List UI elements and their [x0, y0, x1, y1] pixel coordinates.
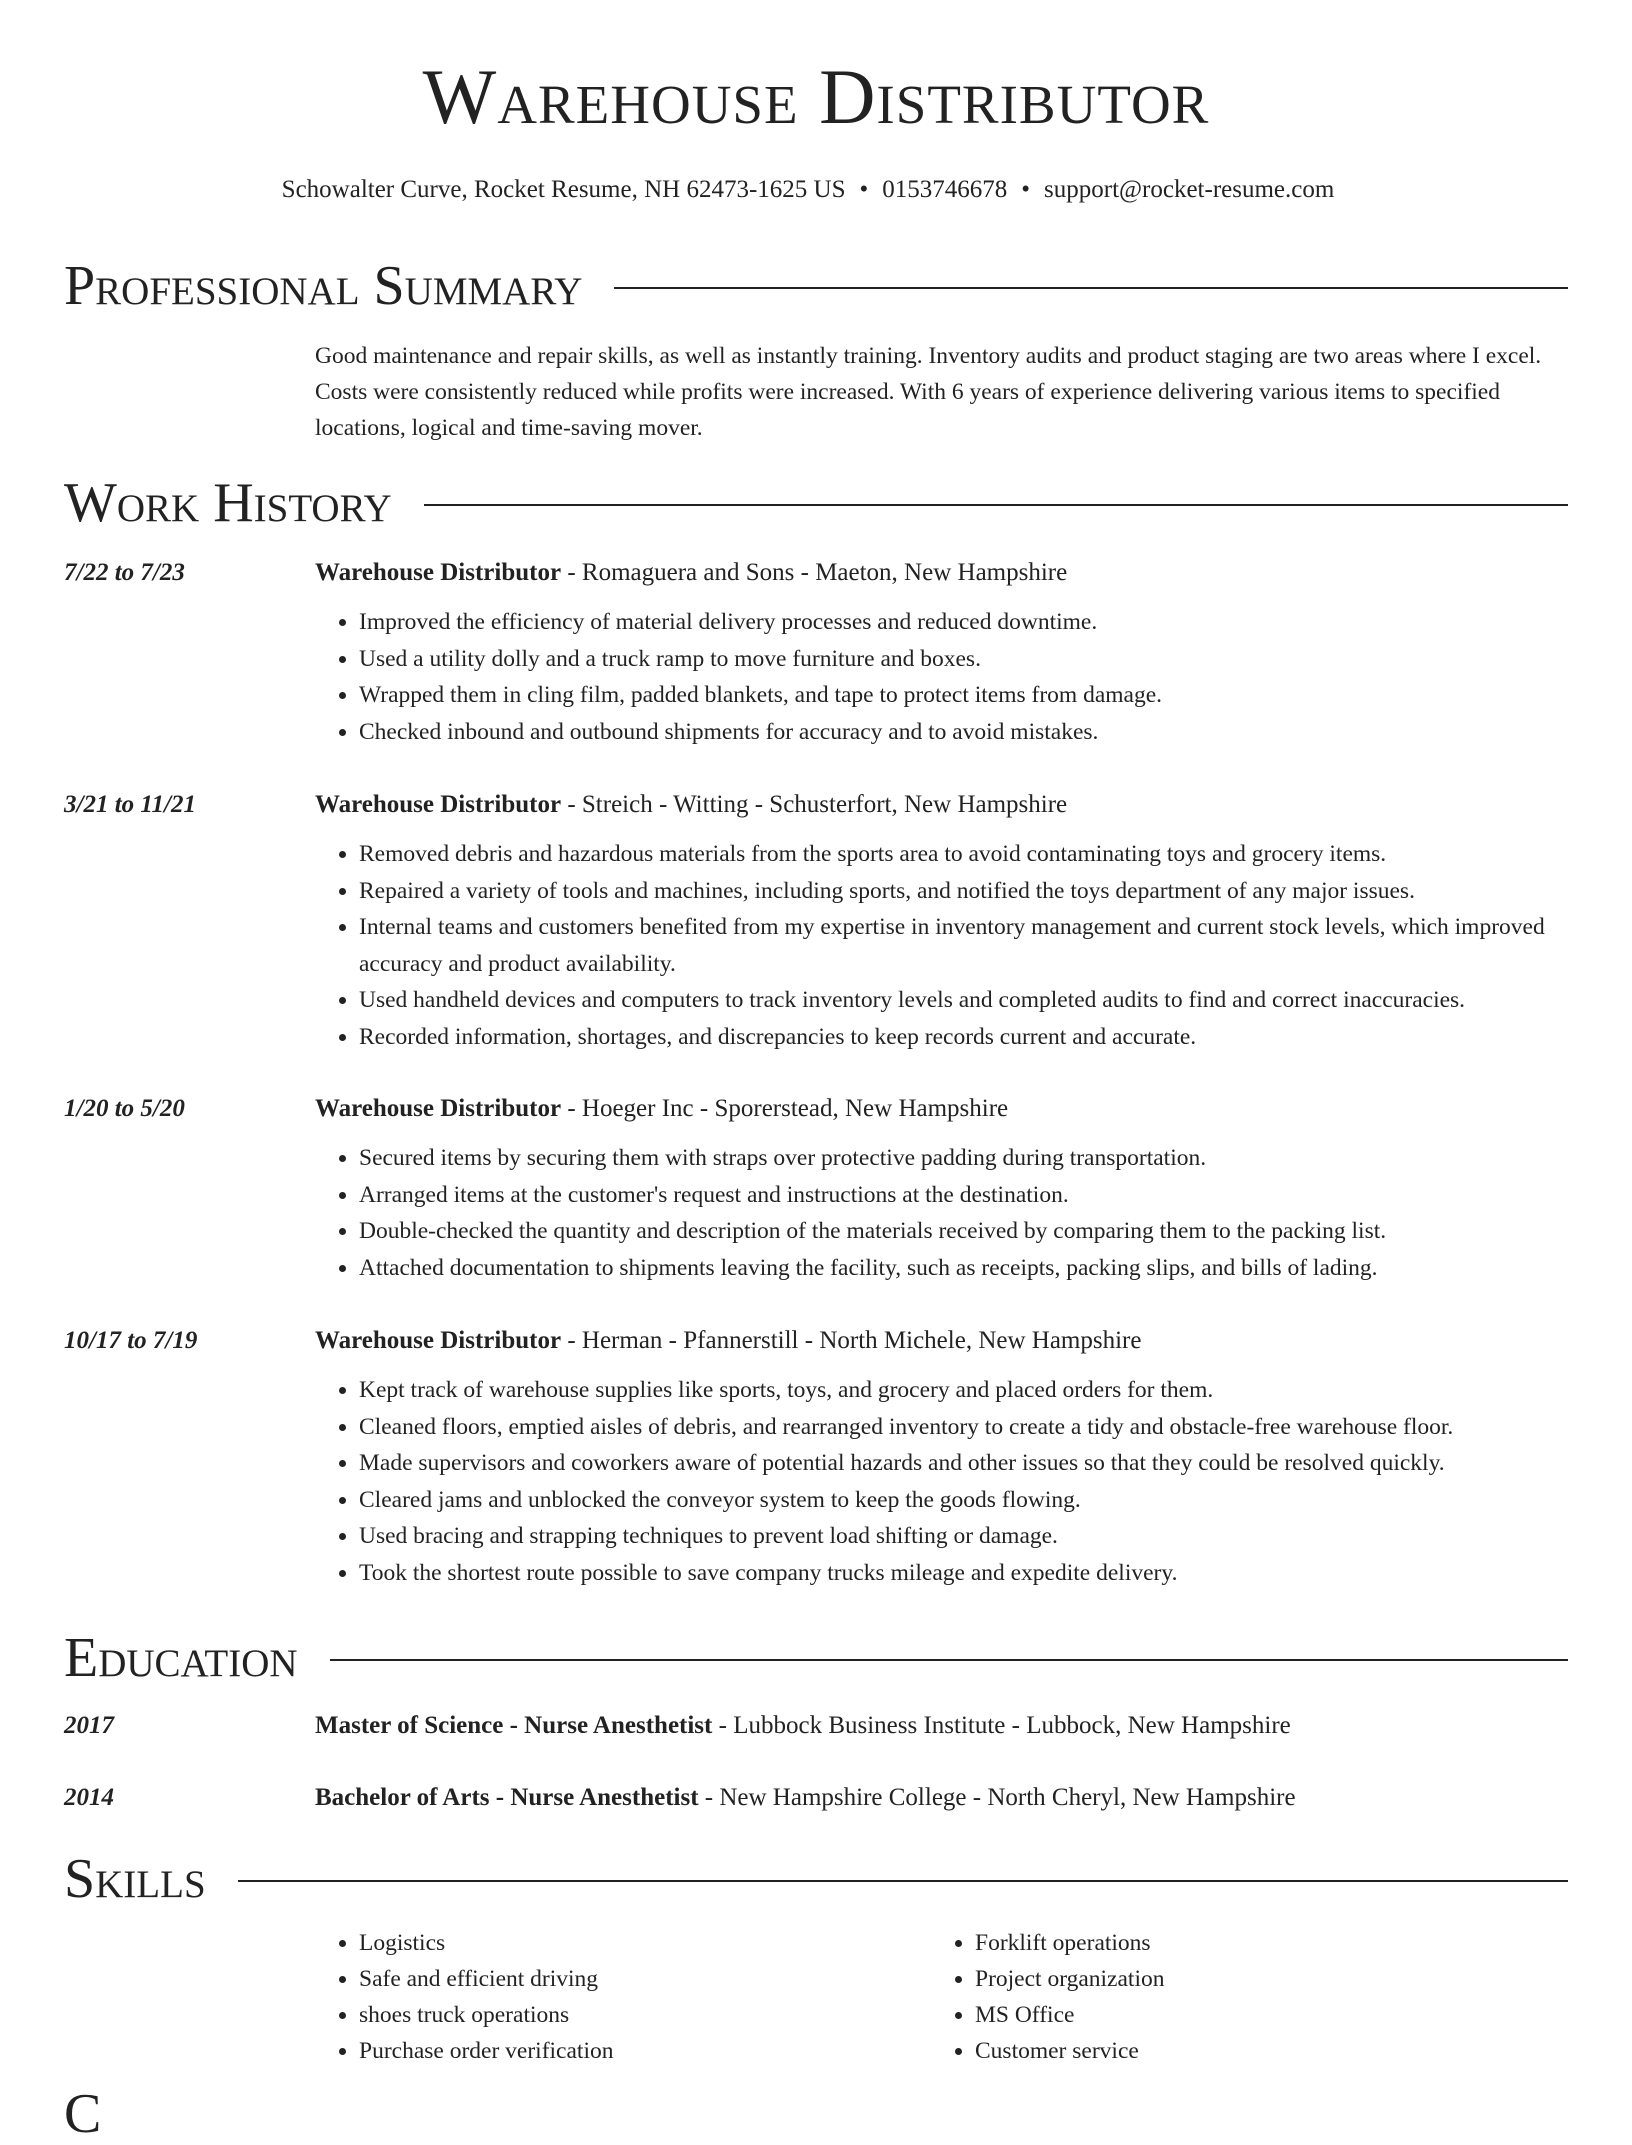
section-header-skills [64, 1848, 1568, 1910]
education-details: - New Hampshire College - North Cheryl, New Hampshire [698, 1784, 1296, 1811]
skill-item: • MS Office [975, 1997, 1164, 2033]
job-bullets [315, 604, 1570, 750]
job-dates: 1/20 to 5/20 [64, 1095, 185, 1122]
address: Schowalter Curve, Rocket Resume, NH 62473-1625 US [281, 176, 846, 203]
job-dates: 3/21 to 11/21 [64, 791, 196, 818]
job-bullet: • Wrapped them in cling film, padded blankets, and tape to protect items from damage. [359, 677, 1570, 714]
education-degree: Master of Science - Nurse Anesthetist [315, 1712, 713, 1739]
job-dates: 10/17 to 7/19 [64, 1327, 198, 1354]
section-header-summary [64, 255, 1568, 317]
job-bullet: • Made supervisors and coworkers aware of potential hazards and other issues so that they could be resolved quickly. [359, 1445, 1570, 1482]
education-year: 2017 [64, 1712, 114, 1739]
job-bullets [315, 1140, 1570, 1286]
job-bullet: • Used bracing and strapping techniques to prevent load shifting or damage. [359, 1518, 1570, 1555]
job-heading [315, 1096, 1008, 1121]
job-bullet: • Used handheld devices and computers to track inventory levels and completed audits to find and correct inaccuracies. [359, 982, 1570, 1019]
job-dates: 7/22 to 7/23 [64, 559, 185, 586]
section-header-work-history [64, 472, 1568, 534]
section-title: Education [64, 1627, 298, 1689]
skill-item: • shoes truck operations [359, 1997, 613, 2033]
job-bullet: • Attached documentation to shipments leaving the facility, such as receipts, packing slips, and bills of lading. [359, 1250, 1570, 1287]
section-title: Professional Summary [64, 255, 583, 317]
skill-item: • Safe and efficient driving [359, 1961, 613, 1997]
next-section-title-partial: C [64, 2083, 102, 2145]
summary-text: Good maintenance and repair skills, as well as instantly training. Inventory audits and product staging are two areas where I excel. Costs were consistently reduced while profits were increased. With 6 years of experience delivering various items to specified locations, logical and time-saving mover. [315, 343, 1542, 441]
job-bullet: • Checked inbound and outbound shipments for accuracy and to avoid mistakes. [359, 714, 1570, 751]
job-bullet: • Repaired a variety of tools and machines, including sports, and notified the toys department of any major issues. [359, 873, 1570, 910]
skill-item: • Purchase order verification [359, 2033, 613, 2069]
separator-dot: • [859, 176, 869, 203]
education-heading [315, 1713, 1291, 1738]
email: support@rocket-resume.com [1044, 176, 1335, 203]
skill-item: • Customer service [975, 2033, 1164, 2069]
education-year: 2014 [64, 1784, 114, 1811]
job-bullet: • Cleared jams and unblocked the conveyor system to keep the goods flowing. [359, 1482, 1570, 1519]
phone: 0153746678 [882, 176, 1008, 203]
job-heading [315, 792, 1067, 817]
job-title: Warehouse Distributor [315, 1095, 562, 1122]
contact-line [0, 177, 1616, 202]
section-divider [330, 1659, 1568, 1661]
job-bullet: • Improved the efficiency of material delivery processes and reduced downtime. [359, 604, 1570, 641]
job-bullet: • Secured items by securing them with straps over protective padding during transportation. [359, 1140, 1570, 1177]
job-heading [315, 560, 1067, 585]
education-degree: Bachelor of Arts - Nurse Anesthetist [315, 1784, 699, 1811]
job-bullet: • Double-checked the quantity and description of the materials received by comparing them to the packing list. [359, 1213, 1570, 1250]
job-heading [315, 1328, 1141, 1353]
skill-item: • Logistics [359, 1925, 613, 1961]
section-title: Work History [64, 472, 392, 534]
education-details: - Lubbock Business Institute - Lubbock, New Hampshire [712, 1712, 1291, 1739]
job-details: - Hoeger Inc - Sporerstead, New Hampshire [561, 1095, 1009, 1122]
skill-item: • Forklift operations [975, 1925, 1164, 1961]
section-title: Skills [64, 1848, 206, 1910]
job-bullet: • Removed debris and hazardous materials from the sports area to avoid contaminating toys and grocery items. [359, 836, 1570, 873]
job-bullet: • Took the shortest route possible to save company trucks mileage and expedite delivery. [359, 1555, 1570, 1592]
job-bullet: • Kept track of warehouse supplies like sports, toys, and grocery and placed orders for them. [359, 1372, 1570, 1409]
job-bullet: • Arranged items at the customer's request and instructions at the destination. [359, 1177, 1570, 1214]
section-divider [614, 287, 1568, 289]
job-title: Warehouse Distributor [315, 791, 562, 818]
candidate-name: Warehouse Distributor [422, 53, 1210, 140]
job-details: - Streich - Witting - Schusterfort, New Hampshire [561, 791, 1068, 818]
job-title: Warehouse Distributor [315, 1327, 562, 1354]
job-bullets [315, 836, 1570, 1055]
section-header-education [64, 1627, 1568, 1689]
job-bullet: • Internal teams and customers benefited from my expertise in inventory management and current stock levels, which improved accuracy and product availability. [359, 909, 1570, 982]
section-divider [238, 1880, 1568, 1882]
job-details: - Herman - Pfannerstill - North Michele, New Hampshire [561, 1327, 1142, 1354]
section-divider [424, 504, 1568, 506]
job-bullets [315, 1372, 1570, 1591]
job-title: Warehouse Distributor [315, 559, 562, 586]
job-bullet: • Recorded information, shortages, and discrepancies to keep records current and accurate. [359, 1019, 1570, 1056]
skill-item: • Project organization [975, 1961, 1164, 1997]
job-details: - Romaguera and Sons - Maeton, New Hampshire [561, 559, 1068, 586]
job-bullet: • Used a utility dolly and a truck ramp to move furniture and boxes. [359, 641, 1570, 678]
skills-list-right [931, 1925, 1164, 2069]
job-bullet: • Cleaned floors, emptied aisles of debris, and rearranged inventory to create a tidy and obstacle-free warehouse floor. [359, 1409, 1570, 1446]
skills-list-left [315, 1925, 613, 2069]
education-heading [315, 1785, 1296, 1810]
separator-dot: • [1021, 176, 1031, 203]
